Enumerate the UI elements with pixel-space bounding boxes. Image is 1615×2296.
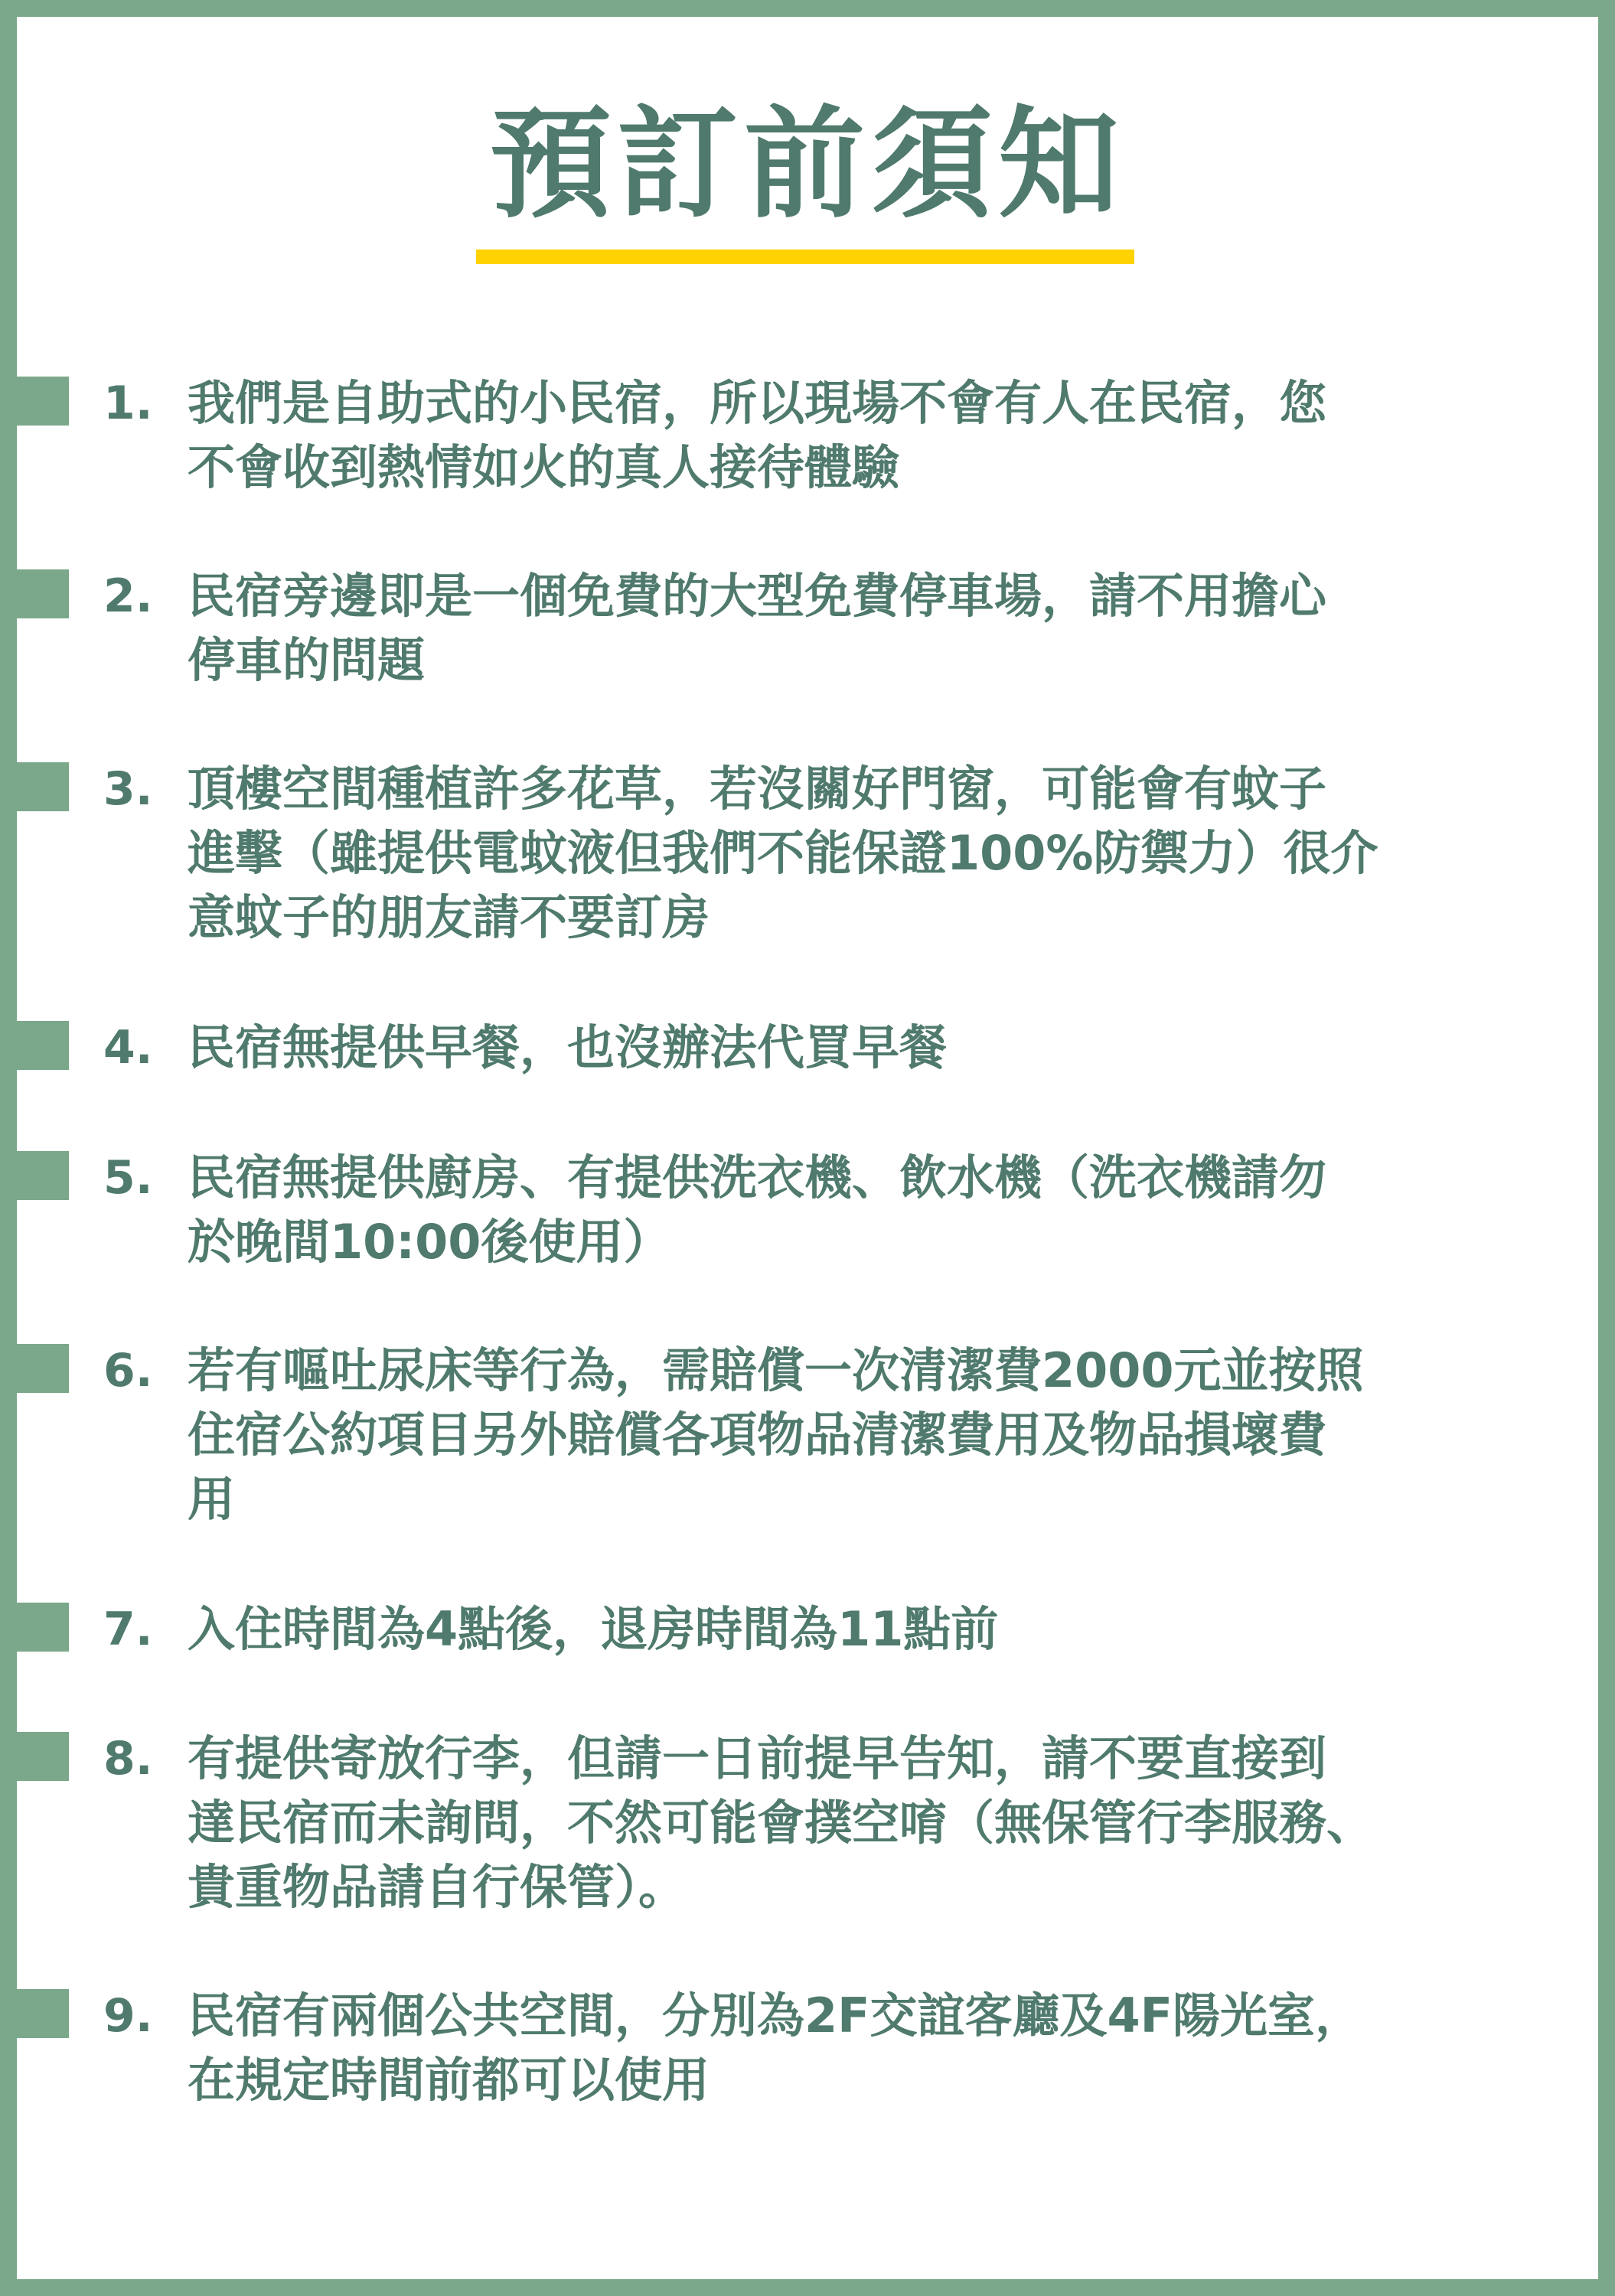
rule-number: 8.: [103, 1732, 153, 1786]
rule-text: 民宿旁邊即是一個免費的大型免費停車場，請不用擔心 停車的問題: [188, 568, 1327, 688]
rule-number: 1.: [103, 377, 153, 430]
rule-marker: [17, 1989, 69, 2038]
rule-marker: [17, 1603, 69, 1652]
rule-marker: [17, 762, 69, 811]
rule-text: 頂樓空間種植許多花草，若沒關好門窗，可能會有蚊子 進擊（雖提供電蚊液但我們不能保證100%防禦力）很介 意蚊子的朋友請不要訂房: [188, 761, 1378, 945]
rule-marker: [17, 1021, 69, 1070]
rule-marker: [17, 1344, 69, 1393]
rule-number: 9.: [103, 1989, 153, 2043]
rule-number: 2.: [103, 569, 153, 623]
rule-text: 我們是自助式的小民宿，所以現場不會有人在民宿，您 不會收到熱情如火的真人接待體驗: [188, 375, 1327, 495]
rule-number: 5.: [103, 1151, 153, 1205]
rule-text: 民宿無提供早餐，也沒辦法代買早餐: [188, 1019, 948, 1075]
rule-text: 民宿無提供廚房、有提供洗衣機、飲水機（洗衣機請勿 於晚間10:00後使用）: [188, 1150, 1327, 1270]
rule-text: 民宿有兩個公共空間，分別為2F交誼客廳及4F陽光室， 在規定時間前都可以使用: [188, 1988, 1362, 2108]
rule-marker: [17, 1732, 69, 1781]
rule-text: 若有嘔吐尿床等行為，需賠償一次清潔費2000元並按照 住宿公約項目另外賠償各項物品清潔費用及物品損壞費 用: [188, 1342, 1364, 1527]
rule-marker: [17, 569, 69, 618]
rule-text: 入住時間為4點後，退房時間為11點前: [188, 1601, 999, 1657]
rule-number: 4.: [103, 1021, 153, 1075]
rule-marker: [17, 377, 69, 426]
rule-marker: [17, 1151, 69, 1200]
rule-number: 7.: [103, 1603, 153, 1656]
rule-text: 有提供寄放行李，但請一日前提早告知，請不要直接到 達民宿而未詢問，不然可能會撲空唷（無保管行李服務、 貴重物品請自行保管）。: [188, 1730, 1375, 1915]
page-title: 預訂前須知: [490, 94, 1125, 235]
rule-number: 3.: [103, 762, 153, 816]
rule-number: 6.: [103, 1344, 153, 1397]
